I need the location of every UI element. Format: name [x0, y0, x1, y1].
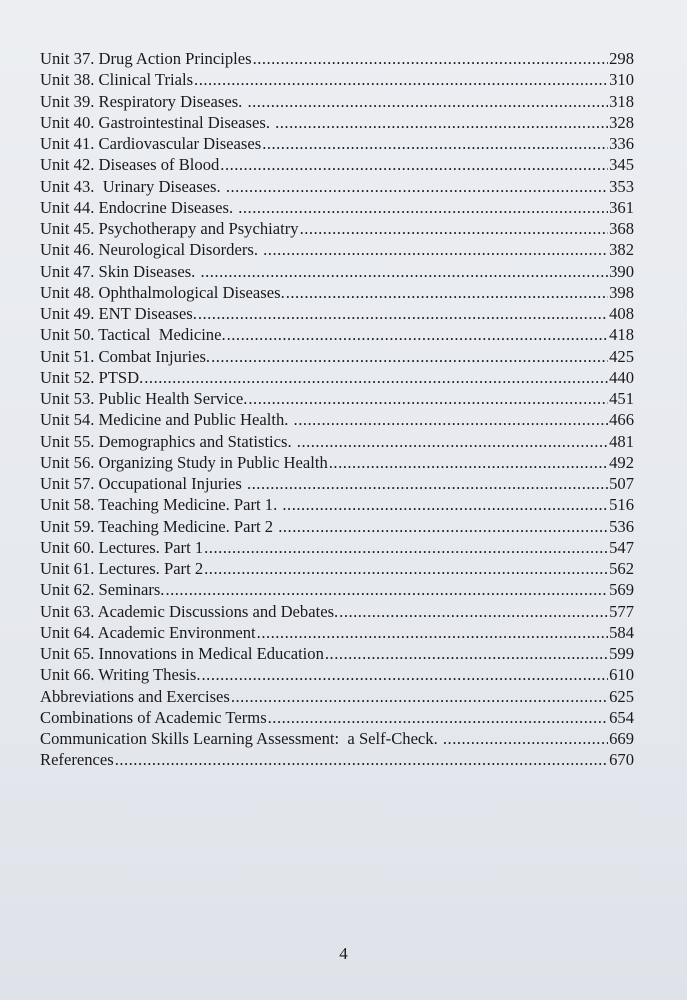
toc-entry: [40, 601, 634, 622]
toc-entry: [40, 303, 634, 324]
toc-entry: [40, 176, 634, 197]
dot-leader: [200, 261, 608, 282]
dot-leader: [294, 409, 609, 430]
toc-entry: [40, 473, 634, 494]
toc-entry-page: 599: [609, 644, 634, 663]
toc-entry-page: 466: [609, 410, 634, 430]
toc-entry-page: 418: [609, 325, 634, 345]
toc-entry-page: 408: [609, 304, 634, 323]
dot-leader: [275, 112, 608, 133]
dot-leader: [329, 452, 608, 473]
dot-leader: [297, 431, 608, 452]
toc-entry-page: 298: [609, 49, 634, 68]
toc-entry: [40, 218, 634, 239]
toc-entry: [40, 112, 634, 133]
dot-leader: [262, 133, 608, 154]
toc-entry-title: Unit 66. Writing Thesis.: [40, 665, 201, 685]
toc-entry-title: Unit 55. Demographics and Statistics.: [40, 431, 296, 451]
toc-entry: [40, 261, 634, 282]
toc-entry-page: 536: [609, 516, 634, 536]
toc-entry-title: Unit 49. ENT Diseases.: [40, 304, 197, 323]
toc-entry-title: Unit 48. Ophthalmological Diseases.: [40, 282, 285, 302]
dot-leader: [115, 749, 608, 770]
toc-entry-title: Unit 43. Urinary Diseases.: [40, 176, 225, 196]
dot-leader: [227, 324, 608, 345]
toc-entry-page: 492: [609, 452, 634, 472]
toc-entry-page: 390: [609, 261, 634, 281]
toc-entry-title: Unit 41. Cardiovascular Diseases: [40, 134, 262, 153]
dot-leader: [144, 367, 608, 388]
toc-entry-page: 547: [609, 537, 634, 557]
toc-entry-page: 507: [609, 474, 634, 493]
toc-entry: [40, 48, 634, 69]
toc-entry-title: Unit 38. Clinical Trials: [40, 70, 194, 90]
toc-entry-page: 669: [609, 729, 634, 748]
dot-leader: [204, 558, 608, 579]
toc-entry: [40, 154, 634, 175]
page-number: 4: [339, 944, 348, 963]
toc-entry-title: Unit 56. Organizing Study in Public Health: [40, 452, 328, 472]
toc-entry-title: Unit 39. Respiratory Diseases.: [40, 91, 247, 111]
dot-leader: [220, 154, 608, 175]
toc-entry: [40, 707, 634, 728]
toc-entry: [40, 643, 634, 664]
toc-entry-title: Unit 58. Teaching Medicine. Part 1.: [40, 495, 282, 515]
toc-entry-page: 361: [609, 197, 634, 217]
toc-entry: [40, 324, 634, 345]
toc-entry: [40, 346, 634, 367]
toc-entry-title: Unit 53. Public Health Service.: [40, 389, 248, 408]
toc-entry: [40, 197, 634, 218]
toc-entry-title: Unit 57. Occupational Injuries: [40, 474, 246, 493]
dot-leader: [247, 473, 608, 494]
toc-entry: [40, 91, 634, 112]
toc-entry-title: Unit 44. Endocrine Diseases.: [40, 197, 238, 217]
toc-entry-title: Unit 59. Teaching Medicine. Part 2: [40, 516, 278, 536]
toc-entry-title: Unit 54. Medicine and Public Health.: [40, 410, 293, 430]
dot-leader: [231, 686, 608, 707]
toc-entry-title: Unit 60. Lectures. Part 1: [40, 537, 204, 557]
toc-entry-page: 654: [609, 707, 634, 727]
toc-entry-page: 382: [609, 240, 634, 260]
toc-entry-page: 440: [609, 367, 634, 387]
toc-entry-title: Unit 47. Skin Diseases.: [40, 261, 200, 281]
toc-entry: [40, 69, 634, 90]
toc-entry: [40, 431, 634, 452]
toc-entry-page: 451: [609, 389, 634, 408]
toc-entry: [40, 664, 634, 685]
dot-leader: [339, 601, 608, 622]
toc-entry-title: Unit 37. Drug Action Principles: [40, 49, 252, 68]
dot-leader: [300, 218, 609, 239]
dot-leader: [211, 346, 608, 367]
dot-leader: [257, 622, 608, 643]
dot-leader: [247, 91, 608, 112]
toc-entry-title: Unit 42. Diseases of Blood: [40, 155, 220, 175]
toc-entry-page: 577: [609, 601, 634, 621]
toc-entry-page: 481: [609, 431, 634, 451]
dot-leader: [165, 579, 608, 600]
toc-entry: [40, 494, 634, 515]
toc-entry-page: 569: [609, 580, 634, 600]
toc-entry-page: 610: [609, 665, 634, 685]
toc-entry: [40, 409, 634, 430]
toc-entry-page: 310: [609, 70, 634, 90]
toc-entry: [40, 558, 634, 579]
toc-entry-title: Unit 50. Tactical Medicine.: [40, 325, 226, 345]
dot-leader: [226, 176, 608, 197]
toc-entry-title: Communication Skills Learning Assessment: a Self-Check.: [40, 729, 442, 748]
toc-entry-title: Unit 63. Academic Discussions and Debates.: [40, 601, 339, 621]
toc-entry-title: Unit 51. Combat Injuries.: [40, 346, 211, 366]
toc-entry-page: 368: [609, 219, 634, 238]
toc-entry-page: 398: [609, 282, 634, 302]
dot-leader: [204, 537, 608, 558]
table-of-contents: [40, 48, 634, 771]
toc-entry-title: Unit 62. Seminars.: [40, 580, 165, 600]
dot-leader: [238, 197, 608, 218]
toc-entry-page: 670: [609, 750, 634, 770]
toc-entry-title: Unit 64. Academic Environment: [40, 622, 256, 642]
dot-leader: [202, 664, 609, 685]
dot-leader: [253, 48, 609, 69]
toc-entry-title: Unit 46. Neurological Disorders.: [40, 240, 263, 260]
toc-entry-page: 625: [609, 686, 634, 706]
dot-leader: [282, 494, 608, 515]
dot-leader: [248, 388, 608, 409]
toc-entry-title: Unit 61. Lectures. Part 2: [40, 559, 204, 578]
toc-entry-title: Combinations of Academic Terms: [40, 707, 267, 727]
toc-entry-title: Unit 65. Innovations in Medical Education: [40, 644, 324, 663]
toc-entry: [40, 579, 634, 600]
toc-entry-page: 425: [609, 346, 634, 366]
toc-entry: [40, 282, 634, 303]
toc-entry-title: Unit 45. Psychotherapy and Psychiatry: [40, 219, 299, 238]
toc-entry: [40, 537, 634, 558]
dot-leader: [198, 303, 608, 324]
toc-entry-page: 328: [609, 112, 634, 132]
toc-entry-page: 584: [609, 622, 634, 642]
dot-leader: [286, 282, 608, 303]
toc-entry: [40, 749, 634, 770]
toc-entry: [40, 452, 634, 473]
toc-entry: [40, 239, 634, 260]
toc-entry: [40, 367, 634, 388]
toc-entry: [40, 388, 634, 409]
toc-entry-page: 562: [609, 559, 634, 578]
toc-entry-title: References: [40, 750, 114, 770]
toc-entry: [40, 622, 634, 643]
toc-entry-page: 336: [609, 134, 634, 153]
toc-entry-title: Abbreviations and Exercises: [40, 686, 230, 706]
dot-leader: [325, 643, 608, 664]
toc-entry-title: Unit 52. PTSD.: [40, 367, 144, 387]
dot-leader: [443, 728, 608, 749]
toc-entry: [40, 133, 634, 154]
toc-entry: [40, 516, 634, 537]
toc-entry-page: 318: [609, 91, 634, 111]
toc-entry-page: 345: [609, 155, 634, 175]
dot-leader: [194, 69, 608, 90]
dot-leader: [278, 516, 608, 537]
toc-entry-page: 353: [609, 176, 634, 196]
toc-entry-title: Unit 40. Gastrointestinal Diseases.: [40, 112, 275, 132]
toc-entry: [40, 728, 634, 749]
toc-entry-page: 516: [609, 495, 634, 515]
dot-leader: [263, 239, 608, 260]
dot-leader: [268, 707, 608, 728]
toc-entry: [40, 686, 634, 707]
